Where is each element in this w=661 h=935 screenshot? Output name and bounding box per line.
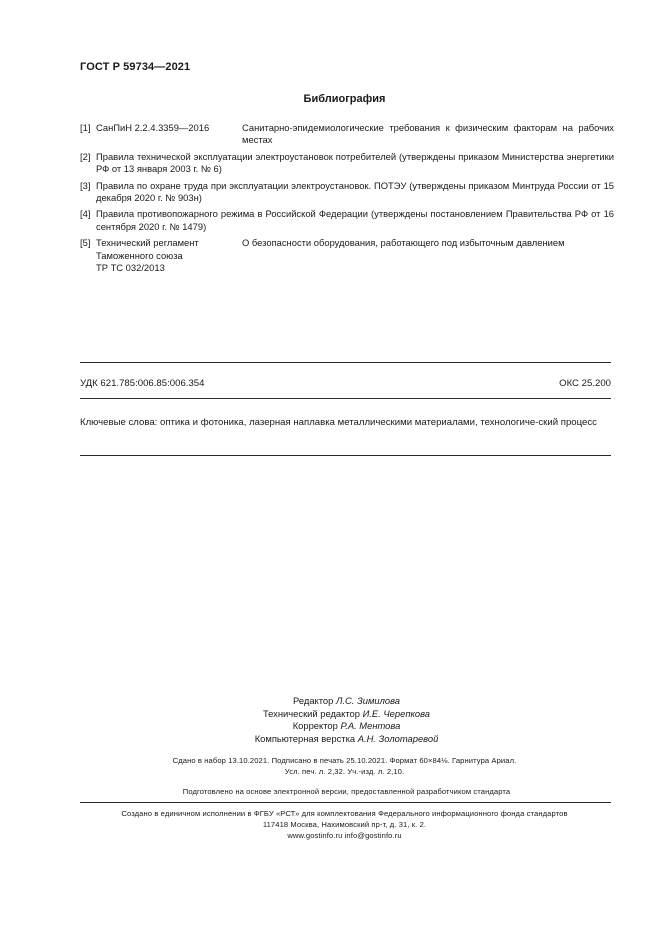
divider — [80, 455, 611, 456]
imprint — [0, 755, 661, 777]
source-line: Таможенного союза — [96, 249, 183, 261]
bibliography-item-number: [4] — [80, 208, 91, 220]
bibliography-item-source — [96, 237, 242, 274]
udk-code: УДК 621.785:006.85:006.354 — [80, 378, 205, 389]
bibliography-item — [80, 151, 614, 176]
divider — [80, 398, 611, 399]
bibliography-item-text: Правила по охране труда при эксплуатации электроустановок. ПОТЭУ (утверждены приказом Минтруда России от 15 декабря 2020 г. № 903н) — [96, 179, 614, 204]
document-code: ГОСТ Р 59734—2021 — [80, 61, 191, 73]
source-line: ТР ТС 032/2013 — [96, 262, 165, 274]
bibliography-item-source: СанПиН 2.2.4.3359—2016 — [96, 122, 210, 133]
bibliography-item — [80, 122, 614, 147]
bibliography-item-number: [3] — [80, 179, 91, 191]
publisher-info — [0, 808, 661, 841]
credit-editor: Редактор Л.С. Зимилова — [293, 695, 400, 706]
credit-tech-editor: Технический редактор И.Е. Черепкова — [262, 707, 431, 719]
bibliography-item-number: [5] — [80, 237, 91, 249]
bibliography-item-text: Правила противопожарного режима в Российской Федерации (утверждены постановлением Правительства РФ от 16 сентября 2020 г. № 1479) — [96, 208, 614, 232]
divider — [80, 802, 611, 803]
bibliography-title: Библиография — [303, 93, 386, 105]
imprint-line: Сдано в набор 13.10.2021. Подписано в печать 25.10.2021. Формат 60×84⅛. Гарнитура Ариал. — [172, 756, 517, 765]
bibliography-item-text: Санитарно-эпидемиологические требования к физическим факторам на рабочих местах — [242, 122, 614, 146]
publisher-address: 117418 Москва, Нахимовский пр-т, д. 31, к. 2. — [262, 820, 427, 829]
keywords: Ключевые слова: оптика и фотоника, лазерная наплавка металлическими материалами, технологиче-ский процесс — [80, 417, 597, 428]
divider — [80, 362, 611, 363]
oks-code: ОКС 25.200 — [559, 378, 611, 389]
bibliography-item-text: Правила технической эксплуатации электроустановок потребителей (утверждены приказом Министерства энергетики РФ от 13 января 2003 г. № 6) — [96, 150, 614, 175]
bibliography-item-number: [1] — [80, 122, 91, 133]
bibliography-item — [80, 208, 614, 233]
bibliography-item — [80, 180, 614, 205]
credit-layout: Компьютерная верстка А.Н. Золотаревой — [254, 732, 439, 744]
credits — [0, 695, 661, 745]
bibliography-item — [80, 237, 614, 274]
publisher-contacts: www.gostinfo.ru info@gostinfo.ru — [287, 831, 402, 840]
credit-proofreader: Корректор Р.А. Ментова — [292, 720, 401, 731]
publisher-line: Создано в единичном исполнении в ФГБУ «РСТ» для комплектования Федерального информационного фонда стандартов — [121, 809, 568, 818]
bibliography-list — [80, 122, 614, 278]
prepared-note: Подготовлено на основе электронной версии, предоставленной разработчиком стандарта — [182, 787, 511, 796]
bibliography-item-text: О безопасности оборудования, работающего под избыточным давлением — [242, 237, 565, 249]
source-line: Технический регламент — [96, 237, 199, 249]
imprint-line: Усл. печ. л. 2,32. Уч.-изд. л. 2,10. — [284, 767, 405, 776]
bibliography-item-number: [2] — [80, 150, 91, 162]
